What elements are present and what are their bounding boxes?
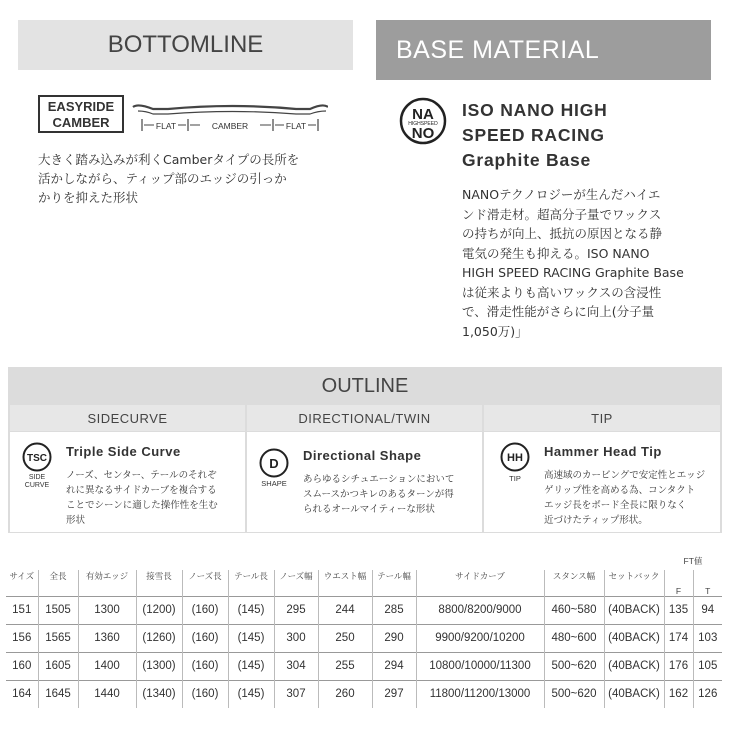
base-desc-line: 1,050万)」 bbox=[462, 323, 528, 339]
feature-desc-sidecurve bbox=[66, 468, 218, 528]
feature-desc-line: ゲリップ性を高める為、コンタクト bbox=[544, 485, 696, 496]
nano-icon bbox=[399, 97, 447, 145]
camber-label-top: EASYRIDE bbox=[47, 99, 115, 114]
col-sidecurve: サイドカーブ bbox=[416, 570, 544, 596]
table-cell: 304 bbox=[274, 652, 318, 680]
table-cell: (40BACK) bbox=[604, 652, 664, 680]
tsc-caption-line: CURVE bbox=[24, 482, 50, 489]
feature-title-directional: Directional Shape bbox=[303, 448, 422, 463]
feature-desc-line: れに異なるサイドカーブを複合する bbox=[66, 485, 217, 496]
col-tail-length: テール長 bbox=[228, 570, 274, 596]
table-cell: 294 bbox=[372, 652, 416, 680]
table-cell: 500~620 bbox=[544, 680, 604, 708]
table-cell: 160 bbox=[6, 652, 38, 680]
zone-flat-right: FLAT bbox=[285, 121, 307, 131]
feature-desc-line: スムースかつキレのあるターンが得 bbox=[303, 489, 454, 500]
table-cell: 1645 bbox=[38, 680, 78, 708]
camber-diagram bbox=[38, 95, 328, 135]
feature-desc-tip bbox=[544, 468, 705, 528]
base-desc-line: NANOテクノロジーが生んだハイエ bbox=[462, 187, 661, 202]
table-cell: 174 bbox=[664, 624, 693, 652]
table-cell: (145) bbox=[228, 680, 274, 708]
col-length: 全長 bbox=[38, 570, 78, 596]
table-cell: 307 bbox=[274, 680, 318, 708]
feature-desc-line: 形状 bbox=[66, 515, 86, 526]
table-cell: (40BACK) bbox=[604, 624, 664, 652]
tsc-caption-line: SIDE bbox=[28, 474, 46, 481]
nano-icon-bottom: NO bbox=[411, 125, 435, 142]
base-name-line: SPEED RACING bbox=[462, 125, 605, 145]
base-desc-line: HIGH SPEED RACING Graphite Base bbox=[462, 265, 684, 280]
base-desc-line: の持ちが向上、抵抗の原因となる静 bbox=[462, 226, 663, 241]
table-row bbox=[6, 624, 722, 652]
table-cell: 260 bbox=[318, 680, 372, 708]
base-material-description bbox=[462, 185, 712, 341]
col-ft-f: F bbox=[664, 570, 693, 596]
hammerhead-icon bbox=[500, 442, 530, 472]
directional-icon bbox=[259, 448, 289, 478]
feature-title-tip: Hammer Head Tip bbox=[544, 444, 662, 459]
base-desc-line: 電気の発生も抑える。ISO NANO bbox=[462, 245, 650, 261]
table-cell: (145) bbox=[228, 596, 274, 624]
col-stance: スタンス幅 bbox=[544, 570, 604, 596]
feature-title-sidecurve: Triple Side Curve bbox=[66, 444, 181, 459]
base-name-line: ISO NANO HIGH bbox=[462, 100, 608, 120]
feature-desc-line: ことでシーンに適した操作性を生む bbox=[66, 500, 218, 511]
table-cell: 1565 bbox=[38, 624, 78, 652]
table-cell: 290 bbox=[372, 624, 416, 652]
col-tail-width: テール幅 bbox=[372, 570, 416, 596]
feature-desc-line: 高速域のカービングで安定性とエッジ bbox=[544, 470, 706, 481]
table-cell: 10800/10000/11300 bbox=[416, 652, 544, 680]
base-name-line: Graphite Base bbox=[462, 150, 592, 170]
bottomline-desc-line: 大きく踏み込みが利くCamberタイプの長所を bbox=[38, 152, 300, 167]
table-cell: 8800/8200/9000 bbox=[416, 596, 544, 624]
table-cell: 1505 bbox=[38, 596, 78, 624]
bottomline-description bbox=[38, 150, 299, 207]
directional-icon-text: D bbox=[269, 456, 279, 471]
table-cell: 480~600 bbox=[544, 624, 604, 652]
outline-col-directional bbox=[247, 432, 482, 532]
col-waist-width: ウエスト幅 bbox=[318, 570, 372, 596]
table-cell: 1440 bbox=[78, 680, 136, 708]
feature-desc-directional bbox=[303, 472, 454, 517]
table-cell: 244 bbox=[318, 596, 372, 624]
table-cell: 11800/11200/13000 bbox=[416, 680, 544, 708]
table-cell: 460~580 bbox=[544, 596, 604, 624]
camber-label-bottom: CAMBER bbox=[52, 115, 110, 130]
base-material-header: BASE MATERIAL bbox=[376, 20, 711, 80]
outline-col-sidecurve bbox=[10, 432, 245, 532]
table-cell: 1300 bbox=[78, 596, 136, 624]
bottomline-header: BOTTOMLINE bbox=[18, 20, 353, 70]
zone-camber: CAMBER bbox=[211, 121, 249, 131]
table-cell: 500~620 bbox=[544, 652, 604, 680]
table-cell: 151 bbox=[6, 596, 38, 624]
col-size: サイズ bbox=[9, 571, 35, 581]
hammerhead-icon-text: HH bbox=[507, 452, 523, 464]
col-contact-length: 接雪長 bbox=[136, 570, 182, 596]
table-cell: 250 bbox=[318, 624, 372, 652]
table-cell: 300 bbox=[274, 624, 318, 652]
table-cell: (40BACK) bbox=[604, 596, 664, 624]
table-cell: 1400 bbox=[78, 652, 136, 680]
table-cell: 126 bbox=[693, 680, 722, 708]
table-cell: (1340) bbox=[136, 680, 182, 708]
nano-icon-top: NA bbox=[412, 106, 434, 123]
feature-desc-line: られるオールマイティーな形状 bbox=[303, 504, 435, 515]
outline-col-header-directional: DIRECTIONAL/TWIN bbox=[247, 405, 482, 431]
table-row bbox=[6, 652, 722, 680]
directional-icon-caption: SHAPE bbox=[261, 479, 287, 488]
table-cell: (40BACK) bbox=[604, 680, 664, 708]
table-cell: 1605 bbox=[38, 652, 78, 680]
base-desc-line: ンド滑走材。超高分子量でワックス bbox=[462, 206, 662, 222]
feature-desc-line: あらゆるシチュエーションにおいて bbox=[303, 474, 455, 485]
table-cell: 105 bbox=[693, 652, 722, 680]
table-cell: (160) bbox=[182, 596, 228, 624]
spec-header-row bbox=[6, 570, 722, 596]
spec-table bbox=[6, 552, 722, 708]
table-cell: 135 bbox=[664, 596, 693, 624]
feature-desc-line: ノーズ、センター、テールのそれぞ bbox=[66, 470, 217, 481]
table-cell: (1260) bbox=[136, 624, 182, 652]
table-cell: (1300) bbox=[136, 652, 182, 680]
table-cell: 9900/9200/10200 bbox=[416, 624, 544, 652]
col-effective-edge: 有効エッジ bbox=[78, 570, 136, 596]
col-ft-t: T bbox=[693, 570, 722, 596]
hammerhead-icon-caption: TIP bbox=[509, 474, 521, 483]
ft-header: FT値 bbox=[683, 556, 703, 566]
feature-desc-line: エッジ長をボード全長に限りなく bbox=[544, 500, 687, 511]
table-cell: (160) bbox=[182, 624, 228, 652]
table-cell: 94 bbox=[693, 596, 722, 624]
table-cell: (160) bbox=[182, 652, 228, 680]
table-cell: (145) bbox=[228, 624, 274, 652]
table-cell: 255 bbox=[318, 652, 372, 680]
bottomline-desc-line: 活かしながら、ティップ部のエッジの引っか bbox=[38, 171, 287, 186]
table-cell: (145) bbox=[228, 652, 274, 680]
table-cell: 162 bbox=[664, 680, 693, 708]
tsc-icon-text: TSC bbox=[27, 453, 47, 464]
table-row bbox=[6, 596, 722, 624]
base-desc-line: は従来よりも高いワックスの含浸性 bbox=[462, 284, 662, 300]
table-cell: 156 bbox=[6, 624, 38, 652]
col-nose-length: ノーズ長 bbox=[182, 570, 228, 596]
outline-col-header-sidecurve: SIDECURVE bbox=[10, 405, 245, 431]
table-cell: (1200) bbox=[136, 596, 182, 624]
table-cell: (160) bbox=[182, 680, 228, 708]
nano-icon-mid: HIGHSPEED bbox=[408, 121, 438, 127]
col-nose-width: ノーズ幅 bbox=[274, 570, 318, 596]
bottomline-desc-line: かりを抑えた形状 bbox=[38, 190, 139, 205]
table-cell: 103 bbox=[693, 624, 722, 652]
outline-title: OUTLINE bbox=[321, 374, 409, 397]
base-desc-line: で、滑走性能がさらに向上(分子量 bbox=[462, 304, 655, 319]
table-cell: 285 bbox=[372, 596, 416, 624]
table-cell: 1360 bbox=[78, 624, 136, 652]
tsc-icon bbox=[22, 442, 52, 472]
col-setback: セットバック bbox=[604, 570, 664, 596]
table-row bbox=[6, 680, 722, 708]
outline-col-tip bbox=[484, 432, 720, 532]
table-cell: 295 bbox=[274, 596, 318, 624]
table-cell: 297 bbox=[372, 680, 416, 708]
outline-col-header-tip: TIP bbox=[484, 405, 720, 431]
feature-desc-line: 近づけたティップ形状。 bbox=[544, 515, 648, 526]
table-cell: 164 bbox=[6, 680, 38, 708]
zone-flat-left: FLAT bbox=[155, 121, 177, 131]
table-cell: 176 bbox=[664, 652, 693, 680]
base-material-name bbox=[462, 98, 608, 173]
tsc-icon-caption bbox=[16, 474, 58, 490]
